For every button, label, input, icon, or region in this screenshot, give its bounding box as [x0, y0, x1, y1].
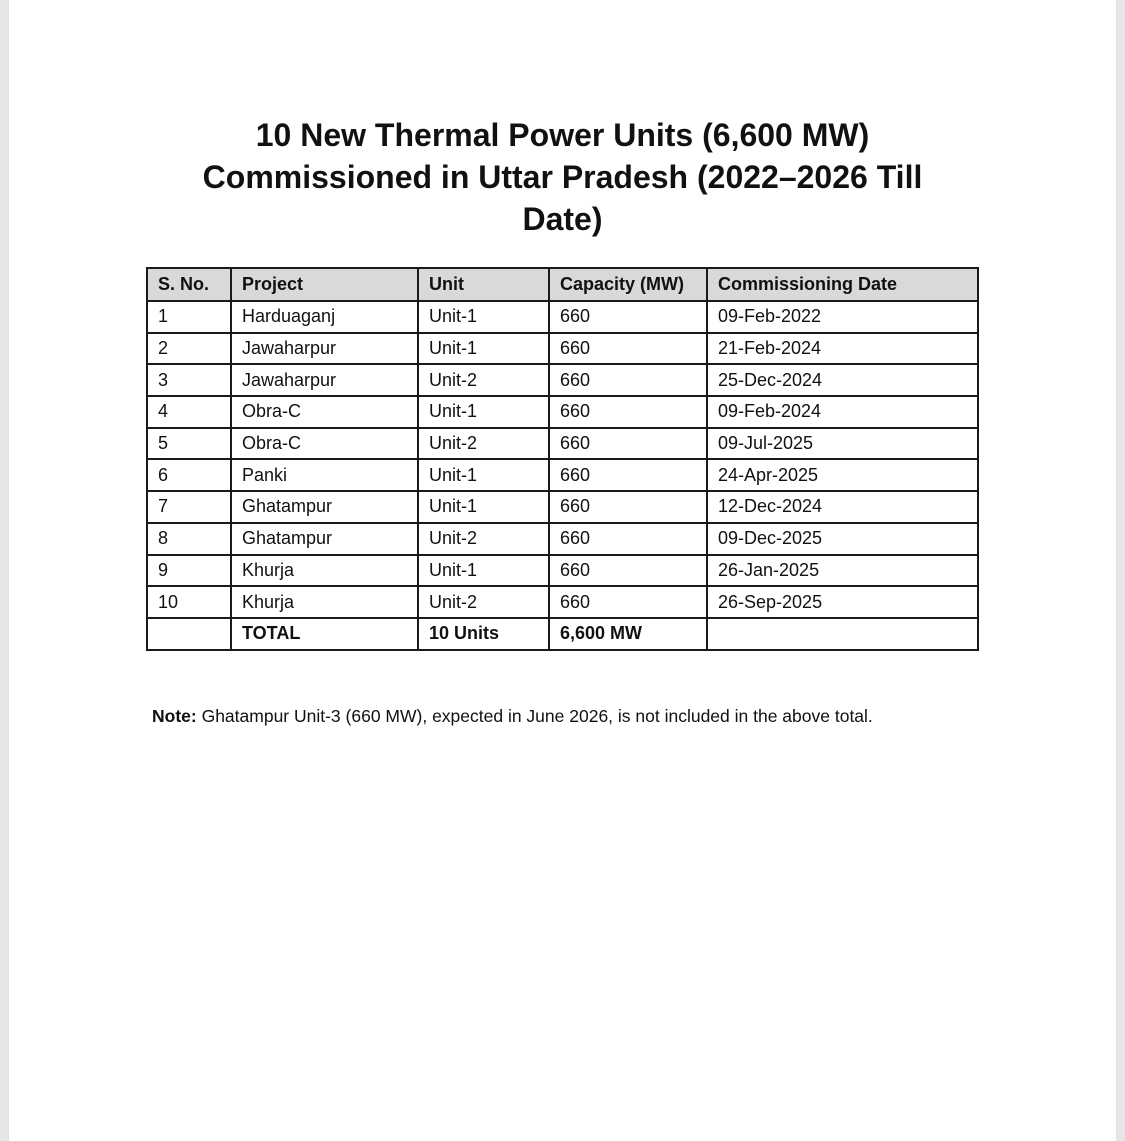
cell-project: Jawaharpur	[231, 333, 418, 365]
note-label: Note:	[152, 706, 197, 726]
cell-project: Khurja	[231, 586, 418, 618]
cell-project: Ghatampur	[231, 491, 418, 523]
cell-capacity: 660	[549, 555, 707, 587]
total-units: 10 Units	[418, 618, 549, 650]
cell-sno: 6	[147, 459, 231, 491]
cell-unit: Unit-1	[418, 459, 549, 491]
cell-project: Khurja	[231, 555, 418, 587]
table-row	[147, 459, 978, 491]
header-project: Project	[231, 268, 418, 301]
document-title	[9, 114, 1116, 240]
cell-project: Jawaharpur	[231, 364, 418, 396]
header-unit: Unit	[418, 268, 549, 301]
cell-unit: Unit-1	[418, 301, 549, 333]
cell-capacity: 660	[549, 428, 707, 460]
table-row	[147, 523, 978, 555]
cell-capacity: 660	[549, 491, 707, 523]
cell-capacity: 660	[549, 459, 707, 491]
table-row	[147, 333, 978, 365]
cell-sno: 10	[147, 586, 231, 618]
table-row	[147, 586, 978, 618]
total-label: TOTAL	[231, 618, 418, 650]
thermal-units-table	[146, 267, 979, 651]
cell-project: Obra-C	[231, 396, 418, 428]
cell-project: Ghatampur	[231, 523, 418, 555]
cell-sno: 3	[147, 364, 231, 396]
note-text: Ghatampur Unit-3 (660 MW), expected in June 2026, is not included in the above total.	[196, 706, 873, 726]
cell-capacity: 660	[549, 333, 707, 365]
table-total-row	[147, 618, 978, 650]
cell-capacity: 660	[549, 586, 707, 618]
cell-sno: 8	[147, 523, 231, 555]
cell-unit: Unit-2	[418, 586, 549, 618]
cell-sno: 9	[147, 555, 231, 587]
cell-date: 24-Apr-2025	[707, 459, 978, 491]
table-row	[147, 491, 978, 523]
total-capacity: 6,600 MW	[549, 618, 707, 650]
cell-unit: Unit-1	[418, 555, 549, 587]
cell-sno: 4	[147, 396, 231, 428]
cell-capacity: 660	[549, 396, 707, 428]
cell-date: 09-Feb-2024	[707, 396, 978, 428]
cell-date: 09-Dec-2025	[707, 523, 978, 555]
title-line-3: Date)	[522, 201, 603, 237]
cell-capacity: 660	[549, 364, 707, 396]
cell-unit: Unit-2	[418, 428, 549, 460]
header-capacity: Capacity (MW)	[549, 268, 707, 301]
cell-project: Harduaganj	[231, 301, 418, 333]
cell-date: 26-Sep-2025	[707, 586, 978, 618]
cell-capacity: 660	[549, 523, 707, 555]
cell-sno: 5	[147, 428, 231, 460]
cell-date: 25-Dec-2024	[707, 364, 978, 396]
cell-unit: Unit-2	[418, 364, 549, 396]
title-line-1: 10 New Thermal Power Units (6,600 MW)	[255, 117, 870, 153]
cell-unit: Unit-2	[418, 523, 549, 555]
total-cell-date	[707, 618, 978, 650]
cell-date: 09-Feb-2022	[707, 301, 978, 333]
title-line-2: Commissioned in Uttar Pradesh (2022–2026 Till	[202, 159, 923, 195]
cell-unit: Unit-1	[418, 396, 549, 428]
cell-date: 12-Dec-2024	[707, 491, 978, 523]
document-page	[9, 0, 1116, 1141]
total-cell-sno	[147, 618, 231, 650]
table-row	[147, 428, 978, 460]
footnote	[152, 706, 873, 727]
cell-unit: Unit-1	[418, 333, 549, 365]
cell-date: 09-Jul-2025	[707, 428, 978, 460]
cell-sno: 7	[147, 491, 231, 523]
cell-capacity: 660	[549, 301, 707, 333]
cell-sno: 2	[147, 333, 231, 365]
header-sno: S. No.	[147, 268, 231, 301]
table-row	[147, 301, 978, 333]
cell-date: 26-Jan-2025	[707, 555, 978, 587]
header-commissioning-date: Commissioning Date	[707, 268, 978, 301]
cell-project: Obra-C	[231, 428, 418, 460]
table-row	[147, 396, 978, 428]
cell-project: Panki	[231, 459, 418, 491]
table-row	[147, 555, 978, 587]
table-row	[147, 364, 978, 396]
cell-unit: Unit-1	[418, 491, 549, 523]
cell-date: 21-Feb-2024	[707, 333, 978, 365]
table-header-row	[147, 268, 978, 301]
cell-sno: 1	[147, 301, 231, 333]
